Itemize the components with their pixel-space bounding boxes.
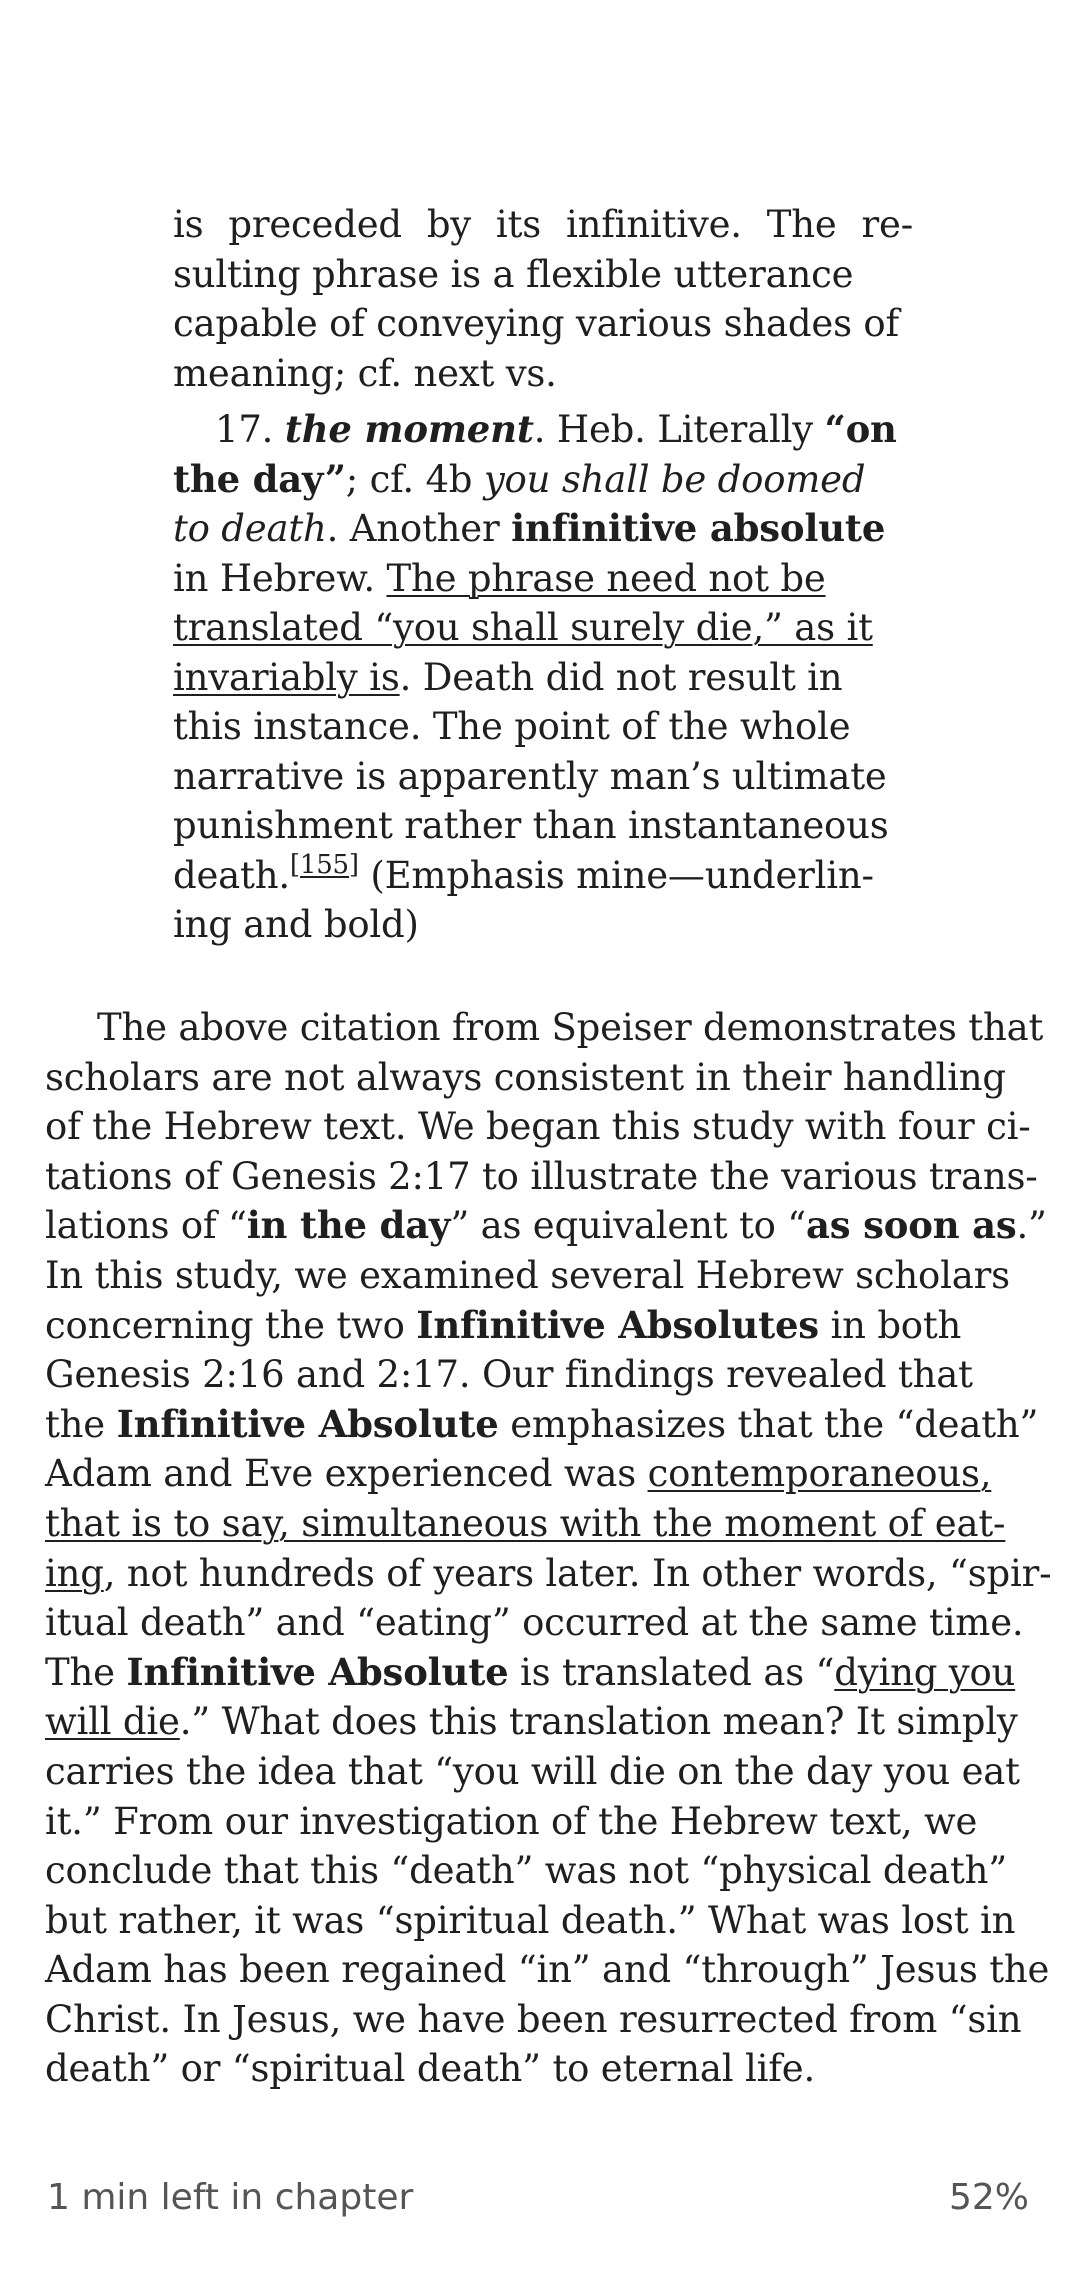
text-run: . Death did not result in [399, 655, 843, 699]
underlined-phrase: ing [45, 1551, 104, 1595]
book-progress-percent[interactable]: 52% [948, 2176, 1029, 2218]
text-line: is preceded by its infinitive. The re- [173, 203, 913, 246]
text-line: death” or “spiritual death” to eternal life. [45, 2047, 816, 2091]
text-line: Christ. In Jesus, we have been resurrected from “sin [45, 1997, 1022, 2041]
text-line [45, 1301, 1045, 1351]
text-line [45, 1400, 1045, 1450]
text-run: ; cf. 4b [345, 457, 484, 501]
text-line: carries the idea that “you will die on the day you eat [45, 1749, 1020, 1793]
text-run: .” What does this translation mean? It simply [179, 1700, 1018, 1744]
text-run: .” [1016, 1204, 1047, 1248]
text-run: lations of “ [45, 1204, 247, 1248]
text-line [173, 504, 913, 554]
text-run: , not hundreds of years later. In other words, “spir- [103, 1551, 1052, 1595]
text-line: scholars are not always consistent in their handling [45, 1055, 1006, 1099]
text-run: in both [818, 1303, 962, 1347]
text-line: of the Hebrew text. We began this study with four ci- [45, 1105, 1031, 1149]
body-paragraph [45, 1003, 1052, 2094]
time-left-in-chapter[interactable]: 1 min left in chapter [47, 2176, 414, 2218]
text-line [173, 653, 913, 703]
text-line: ing and bold) [173, 903, 419, 946]
text-run: concerning the two [45, 1303, 417, 1347]
text-line [45, 1449, 1045, 1499]
text-line: itual death” and “eating” occurred at the same time. [45, 1601, 1024, 1645]
text-line: punishment rather than instantaneous [173, 804, 889, 847]
underlined-phrase: will die [45, 1700, 180, 1744]
text-line: tations of Genesis 2:17 to illustrate the various trans- [45, 1154, 1038, 1198]
bold-phrase: the day” [173, 456, 346, 501]
text-line: capable of conveying various shades of [173, 302, 899, 345]
text-line: The above citation from Speiser demonstrates that [97, 1006, 1044, 1049]
text-line [173, 554, 913, 604]
headword: the moment [284, 407, 534, 451]
text-line: conclude that this “death” was not “physical death” [45, 1849, 1007, 1893]
underlined-phrase: translated “you shall surely die,” as it [173, 606, 873, 649]
text-run: The [45, 1650, 127, 1694]
text-run: (Emphasis mine—underlin- [358, 853, 874, 897]
text-line: but rather, it was “spiritual death.” What was lost in [45, 1898, 1016, 1942]
text-line [45, 1499, 1045, 1549]
bold-phrase: Infinitive Absolute [116, 1401, 499, 1446]
italic-phrase: you shall be doomed [483, 457, 866, 501]
text-line [45, 1201, 1045, 1251]
verse-17-note [173, 405, 913, 950]
text-line [173, 603, 913, 653]
bold-phrase: in the day [246, 1203, 451, 1248]
text-line [45, 1648, 1045, 1698]
footnote-reference-text: [155] [289, 849, 359, 880]
bold-phrase: infinitive absolute [511, 506, 886, 550]
footnote-reference-link[interactable] [290, 850, 359, 880]
bold-phrase: “on [824, 407, 897, 451]
text-line: meaning; cf. next vs. [173, 351, 557, 395]
text-run: . Heb. Literally [533, 408, 825, 451]
text-line: sulting phrase is a flexible utterance [173, 252, 854, 296]
text-run: is translated as “ [508, 1650, 835, 1694]
italic-phrase: to death [173, 507, 327, 550]
text-run: the [45, 1402, 117, 1446]
bold-phrase: as soon as [806, 1203, 1017, 1248]
text-line: Adam has been regained “in” and “through” Jesus the [45, 1948, 1050, 1992]
text-run: . Another [326, 507, 512, 550]
text-line: Genesis 2:16 and 2:17. Our findings revealed that [45, 1353, 973, 1397]
bold-phrase: Infinitive Absolute [126, 1649, 509, 1694]
bold-phrase: Infinitive Absolutes [416, 1302, 819, 1347]
text-line: it.” From our investigation of the Hebrew text, we [45, 1799, 978, 1843]
underlined-phrase: dying you [834, 1650, 1016, 1694]
text-line: narrative is apparently man’s ultimate [173, 754, 887, 798]
text-run: ” as equivalent to “ [450, 1204, 807, 1248]
underlined-phrase: invariably is [173, 655, 400, 699]
underlined-phrase: contemporaneous, [647, 1452, 992, 1496]
underlined-phrase: that is to say, simultaneous with the moment of eat- [45, 1501, 1006, 1545]
block-quote [173, 200, 913, 950]
text-run: Adam and Eve experienced was [45, 1452, 648, 1496]
text-line: this instance. The point of the whole [173, 705, 851, 748]
text-line [173, 405, 913, 455]
text-run: in Hebrew. [173, 556, 387, 600]
text-line: In this study, we examined several Hebrew scholars [45, 1253, 1010, 1297]
quote-intro-paragraph [173, 200, 913, 398]
text-line [173, 455, 913, 505]
verse-number: 17. [215, 408, 274, 451]
text-line [45, 1697, 1045, 1747]
paragraph [45, 1003, 1052, 2094]
text-run: death. [173, 853, 290, 897]
text-run: emphasizes that the “death” [498, 1402, 1039, 1446]
text-line [173, 851, 913, 901]
underlined-phrase: The phrase need not be [386, 556, 826, 600]
text-line [45, 1549, 1052, 1599]
reading-progress-footer[interactable] [47, 2172, 1029, 2222]
